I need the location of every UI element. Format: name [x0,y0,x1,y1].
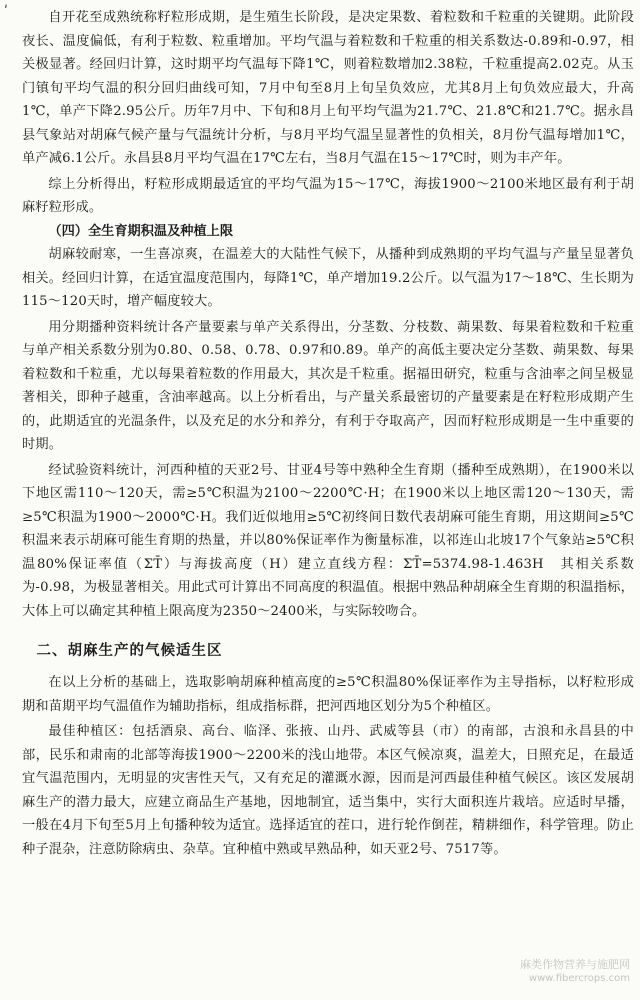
paragraph-yield-factors: 用分期播种资料统计各产量要素与单产关系得出，分茎数、分枝数、蒴果数、每果着粒数和千粒重与单产相关系数分别为0.80、0.58、0.78、0.97和0.89。单产的高低主要决定分茎数、蒴果数、每果着粒数和千粒重，尤以每果着粒数的作用最大，其次是千粒重。据福田研究，粒重与含油率之间呈极显著相关，即种子越重，含油率越高。以上分析看出，与产量关系最密切的产量要素是在籽粒形成期产生的，此期适宜的光温条件，以及充足的水分和养分，有利于夺取高产，因而籽粒形成期是一生中重要的时期。 [22,319,634,452]
watermark-name: 麻类作物营养与施肥网 [520,958,630,971]
corner-mark: ʹ [4,4,8,20]
document-page [22,6,634,996]
paragraph-zoning-basis: 在以上分析的基础上，选取影响胡麻种植高度的≥5℃积温80%保证率作为主导指标，以籽粒形成期和苗期平均气温值作为辅助指标，组成指标群，把河西地区划分为5个种植区。 [22,675,634,714]
paragraph-grain-formation: 自开花至成熟统称籽粒形成期，是生殖生长阶段，是决定果数、着粒数和千粒重的关键期。此阶段夜长、温度偏低，有利于粒数、粒重增加。平均气温与着粒数和千粒重的相关系数达-0.89和-0.97，相关极显著。经回归计算，这时期平均气温每下降1℃，则着粒数增加2.38粒，千粒重提高2.02克。从玉门镇旬平均气温的积分回归曲线可知，7月中旬至8月上旬呈负效应，尤其8月上旬负效应最大，升高1℃，单产下降2.95公斤。历年7月中、下旬和8月上旬平均气温为21.7℃、21.8℃和21.7℃。据永昌县气象站对胡麻气候产量与气温统计分析，与8月平均气温呈显著性的负相关，8月份气温每增加1℃，单产减6.1公斤。永昌县8月平均气温在17℃左右，当8月气温在15～17℃时，则为丰产年。 [22,10,634,166]
paragraph-growth-period: 经试验资料统计，河西种植的天亚2号、甘亚4号等中熟种全生育期（播种至成熟期），在1900米以下地区需110～120天，需≥5℃积温为2100～2200℃·H；在1900米以上地区需120～130天，需≥5℃积温为1900～2000℃·H。我们近似地用≥5℃初终间日数代表胡麻可能生育期，用这期间≥5℃积温来表示胡麻可能生育期的热量，并以80%保证率作为衡量标准，以祁连山北坡17个气象站≥5℃积温80%保证率值（ΣT̄）与海拔高度（H）建立直线方程：ΣT̄=5374.98-1.463H 其相关系数为-0.98，为极显著相关。用此式可计算出不同高度的积温值。根据中熟品种胡麻全生育期的积温指标，大体上可以确定其种植上限高度为2350～2400米，与实际较吻合。 [22,462,634,619]
site-watermark [520,958,630,986]
paragraph-cold-tolerance: 胡麻较耐寒，一生喜凉爽，在温差大的大陆性气候下，从播种到成熟期的平均气温与产量呈显著负相关。经回归计算，在适宜温度范围内，每降1℃，单产增加19.2公斤。以气温为17～18℃、生长期为115～120天时，增产幅度较大。 [22,247,634,309]
paragraph-best-zone: 最佳种植区：包括酒泉、高台、临泽、张掖、山丹、武威等县（市）的南部，古浪和永昌县的中部，民乐和肃南的北部等海拔1900～2200米的浅山地带。本区气候凉爽，温差大，日照充足，在最适宜气温范围内，无明显的灾害性天气，又有充足的灌溉水源，因而是河西最佳种植气候区。该区发展胡麻生产的潜力最大，应建立商品生产基地，因地制宜，适当集中，实行大面积连片栽培。应适时早播，一般在4月下旬至5月上旬播种较为适宜。选择适宜的茬口，进行轮作倒茬，精耕细作，科学管理。防止种子混杂，注意防除病虫、杂草。宜种植中熟或早熟品种，如天亚2号、7517等。 [22,724,634,857]
watermark-url: www.fibercrops.com [528,973,630,984]
subheading-accumulated-temperature: （四）全生育期积温及种植上限 [48,223,234,239]
paragraph-summary: 综上分析得出，籽粒形成期最适宜的平均气温为15～17℃，海拔1900～2100米地区最有利于胡麻籽粒形成。 [22,176,634,215]
section-heading-climate-zones: 二、胡麻生产的气候适生区 [36,643,223,659]
